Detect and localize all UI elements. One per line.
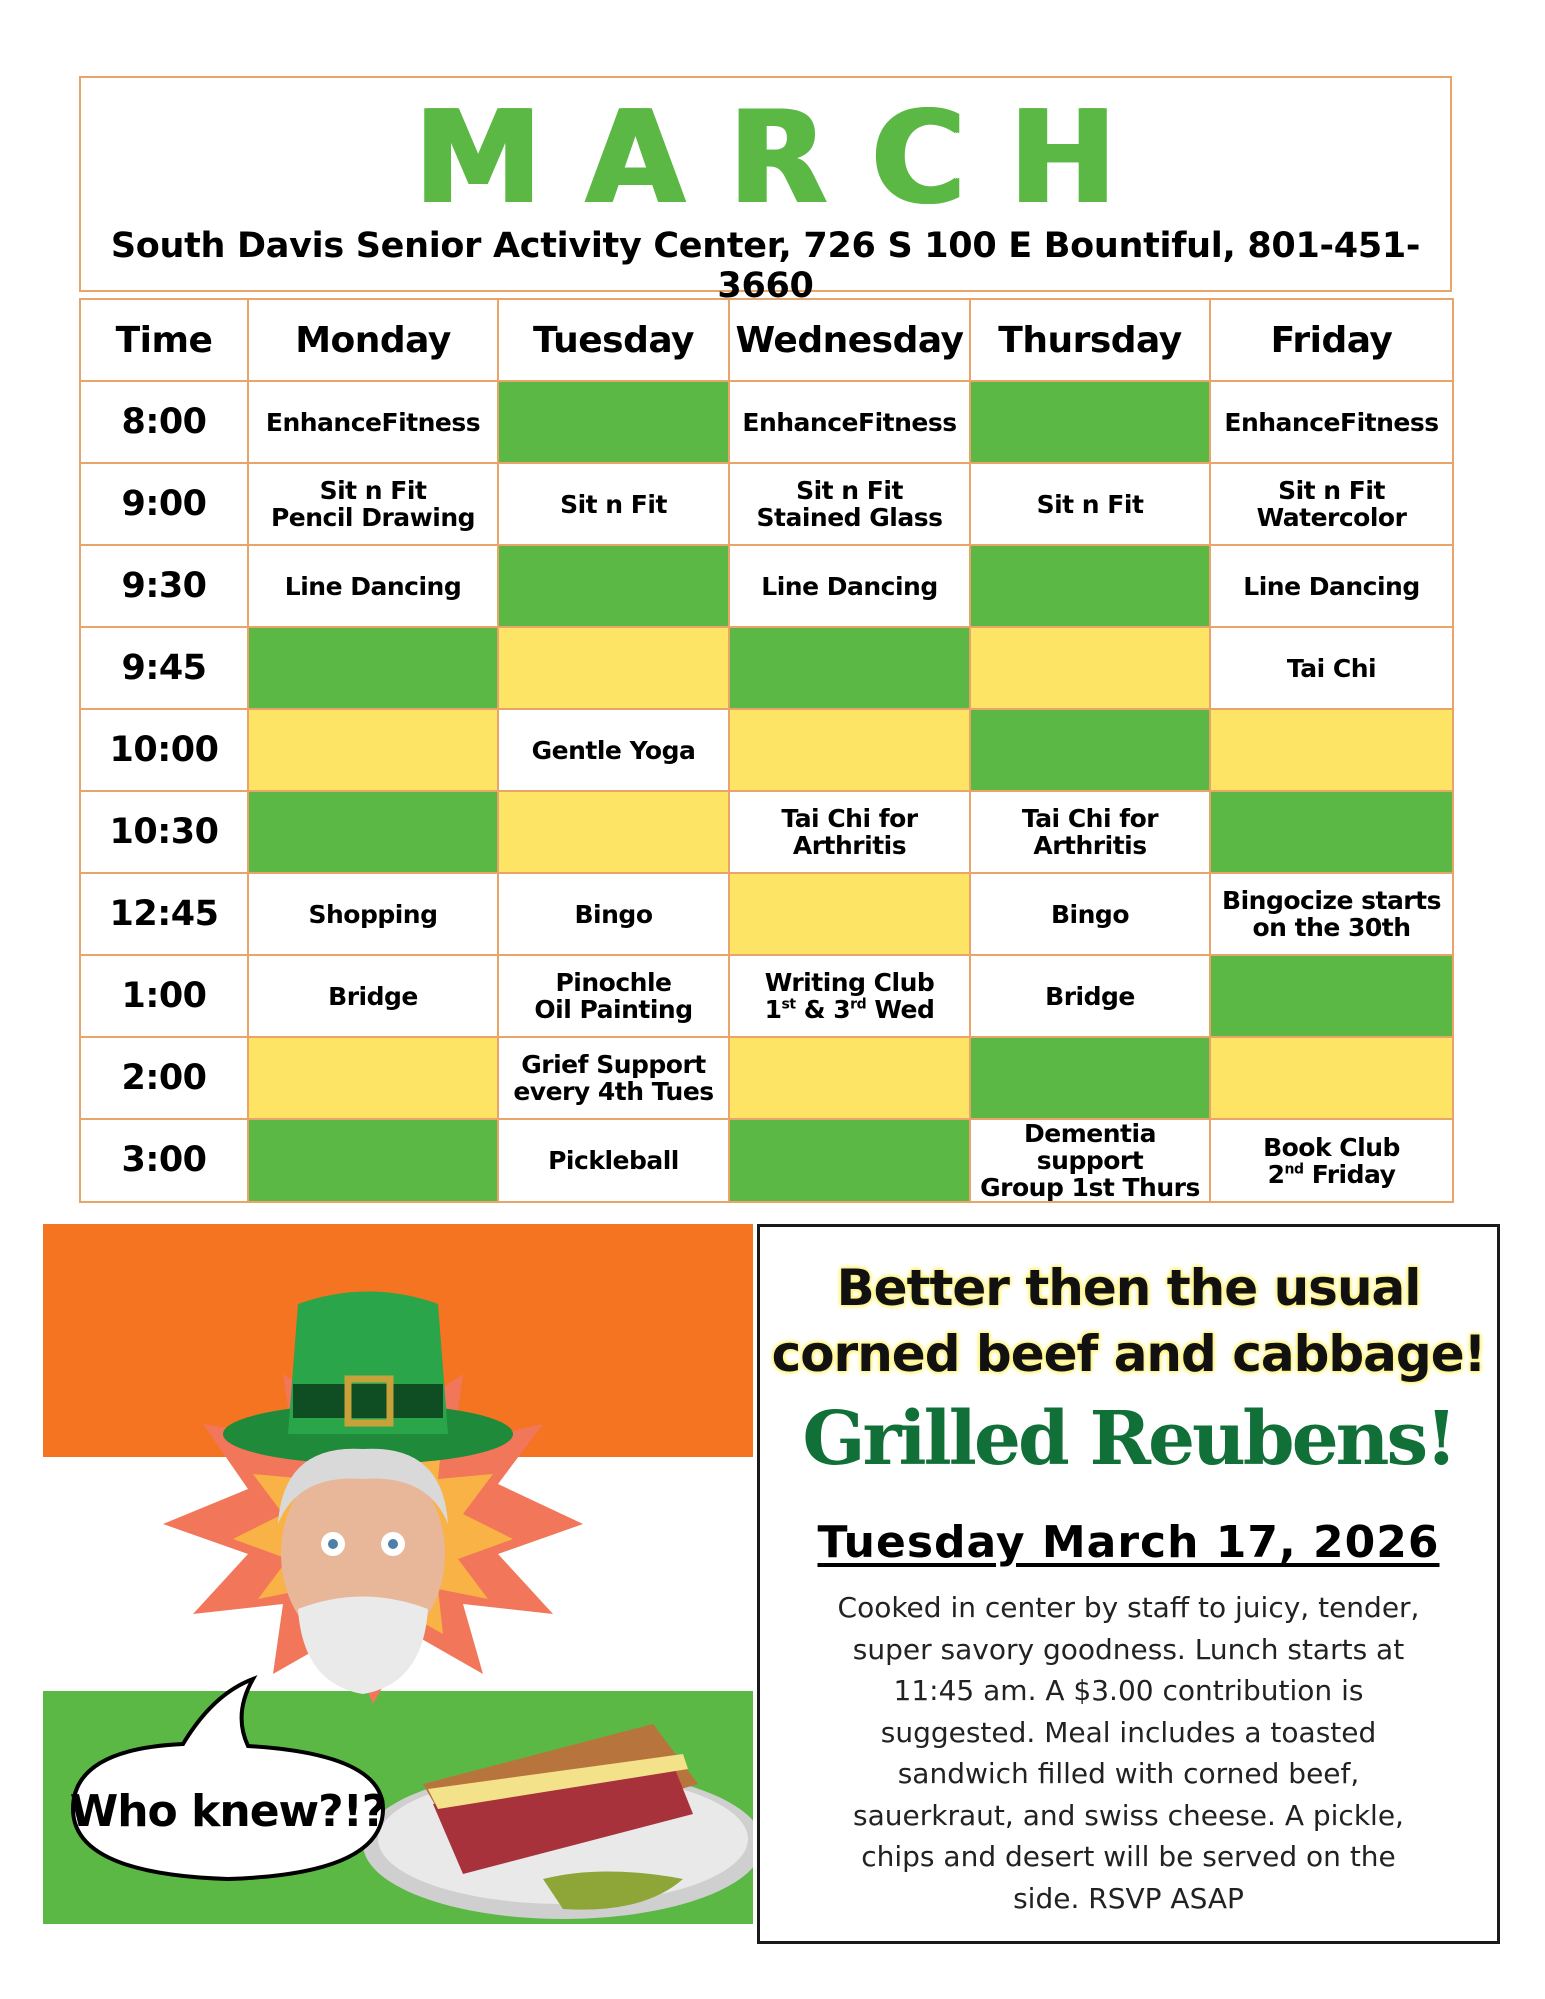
time-cell: 8:00 <box>80 381 248 463</box>
activity-line: Tai Chi for <box>781 804 918 833</box>
schedule-row <box>80 1037 1453 1119</box>
activity-text: 1 <box>764 995 782 1024</box>
activity-cell <box>1210 955 1453 1037</box>
activity-line: Arthritis <box>792 831 907 860</box>
activity-line: Bridge <box>1045 981 1135 1011</box>
activity-cell <box>970 791 1210 873</box>
schedule-row <box>80 463 1453 545</box>
activity-line: Pinochle <box>555 968 672 997</box>
activity-line: Gentle Yoga <box>531 735 696 765</box>
column-header-wednesday: Wednesday <box>729 299 970 381</box>
schedule-table <box>79 298 1454 1203</box>
activity-line: Grief Support <box>521 1050 706 1079</box>
activity-cell <box>729 627 970 709</box>
activity-cell <box>1210 791 1453 873</box>
activity-cell <box>1210 627 1453 709</box>
time-cell: 3:00 <box>80 1119 248 1202</box>
time-cell: 2:00 <box>80 1037 248 1119</box>
activity-cell <box>729 709 970 791</box>
activity-line: Shopping <box>308 899 438 929</box>
schedule-row <box>80 545 1453 627</box>
activity-cell <box>248 709 498 791</box>
activity-cell <box>498 381 729 463</box>
activity-cell <box>1210 1119 1453 1202</box>
event-date: Tuesday March 17, 2026 <box>817 1517 1440 1568</box>
activity-line: Pencil Drawing <box>270 503 476 532</box>
schedule-row <box>80 791 1453 873</box>
time-cell: 9:00 <box>80 463 248 545</box>
illustration-svg <box>43 1224 753 1924</box>
activity-cell <box>498 709 729 791</box>
activity-cell <box>498 545 729 627</box>
activity-cell <box>1210 873 1453 955</box>
activity-line: Dementia support <box>1024 1119 1156 1175</box>
ordinal-suffix: st <box>781 996 796 1013</box>
activity-line: EnhanceFitness <box>742 407 957 437</box>
time-cell: 9:30 <box>80 545 248 627</box>
time-cell: 12:45 <box>80 873 248 955</box>
activity-cell <box>498 627 729 709</box>
activity-cell <box>498 1119 729 1202</box>
activity-line: Stained Glass <box>756 503 943 532</box>
activity-cell <box>970 545 1210 627</box>
activity-cell <box>1210 1037 1453 1119</box>
schedule-header-row <box>80 299 1453 381</box>
activity-cell <box>729 955 970 1037</box>
time-cell: 10:30 <box>80 791 248 873</box>
ordinal-suffix: rd <box>850 996 867 1013</box>
activity-line: Bingo <box>574 899 653 929</box>
activity-text: Wed <box>866 995 935 1024</box>
activity-cell <box>498 791 729 873</box>
activity-line: Sit n Fit <box>796 476 903 505</box>
column-header-tuesday: Tuesday <box>498 299 729 381</box>
activity-text: & 3 <box>795 995 851 1024</box>
activity-text: 2 <box>1267 1159 1285 1189</box>
activity-line: Line Dancing <box>1243 571 1420 601</box>
activity-line: Sit n Fit <box>1036 489 1144 519</box>
activity-cell <box>248 1037 498 1119</box>
activity-cell <box>729 1037 970 1119</box>
activity-line: Sit n Fit <box>560 489 667 519</box>
activity-cell <box>729 791 970 873</box>
activity-cell <box>970 955 1210 1037</box>
activity-cell <box>498 873 729 955</box>
activity-line: EnhanceFitness <box>265 407 481 437</box>
activity-line: Watercolor <box>1256 503 1407 532</box>
activity-cell <box>1210 463 1453 545</box>
activity-cell <box>970 1119 1210 1202</box>
schedule-row <box>80 627 1453 709</box>
event-description: Cooked in center by staff to juicy, tender, super savory goodness. Lunch starts at 11:45 am. A $3.00 contribution is suggested. Meal includes a toasted sandwich filled with corned beef, sauerkraut, and swiss cheese. A pickle, chips and desert will be served on the side. RSVP ASAP <box>837 1591 1420 1915</box>
event-title: Grilled Reubens! <box>802 1396 1455 1482</box>
activity-cell <box>729 873 970 955</box>
activity-line: Group 1st Thurs <box>980 1173 1200 1202</box>
speech-bubble-text: Who knew?!? <box>69 1786 387 1837</box>
center-info: South Davis Senior Activity Center, 726 S 100 E Bountiful, 801-451-3660 <box>110 226 1421 306</box>
activity-line: Line Dancing <box>761 571 938 601</box>
column-header-time: Time <box>80 299 248 381</box>
activity-line: Pickleball <box>548 1146 679 1175</box>
tagline-line-1: Better then the usual <box>836 1259 1421 1317</box>
activity-cell <box>248 791 498 873</box>
column-header-thursday: Thursday <box>970 299 1210 381</box>
month-title: MARCH <box>414 84 1161 233</box>
activity-cell <box>729 1119 970 1202</box>
activity-line: Line Dancing <box>284 571 462 601</box>
activity-line: Sit n Fit <box>319 476 427 505</box>
activity-cell <box>248 1119 498 1202</box>
activity-line <box>1215 1161 1448 1188</box>
activity-cell <box>970 381 1210 463</box>
event-box <box>757 1224 1500 1944</box>
schedule-row <box>80 955 1453 1037</box>
activity-line: every 4th Tues <box>513 1077 714 1106</box>
schedule-row <box>80 381 1453 463</box>
activity-cell <box>498 1037 729 1119</box>
activity-line: Sit n Fit <box>1278 476 1385 505</box>
time-cell: 1:00 <box>80 955 248 1037</box>
activity-cell <box>498 463 729 545</box>
tagline-line-2: corned beef and cabbage! <box>771 1325 1486 1383</box>
schedule-row <box>80 873 1453 955</box>
header-box <box>79 76 1452 306</box>
activity-line: Bingocize starts <box>1222 886 1441 915</box>
time-cell: 9:45 <box>80 627 248 709</box>
schedule-row <box>80 709 1453 791</box>
activity-line: on the 30th <box>1252 913 1411 942</box>
activity-line: Arthritis <box>1033 831 1147 860</box>
activity-cell <box>498 955 729 1037</box>
activity-cell <box>970 463 1210 545</box>
activity-cell <box>1210 381 1453 463</box>
column-header-friday: Friday <box>1210 299 1453 381</box>
activity-line: Tai Chi for <box>1021 804 1159 833</box>
leprechaun-illustration <box>43 1224 753 1924</box>
activity-cell <box>1210 709 1453 791</box>
activity-cell <box>970 1037 1210 1119</box>
time-cell: 10:00 <box>80 709 248 791</box>
activity-text: Friday <box>1303 1159 1396 1189</box>
activity-cell <box>248 955 498 1037</box>
activity-cell <box>248 873 498 955</box>
activity-cell <box>248 463 498 545</box>
event-tagline <box>760 1255 1497 1387</box>
activity-line: Tai Chi <box>1286 653 1377 683</box>
activity-line: Book Club <box>1263 1132 1400 1162</box>
activity-line: Writing Club <box>764 968 935 997</box>
activity-cell <box>1210 545 1453 627</box>
activity-line: Bridge <box>328 981 418 1011</box>
activity-cell <box>248 381 498 463</box>
activity-cell <box>729 381 970 463</box>
activity-cell <box>970 873 1210 955</box>
activity-cell <box>248 545 498 627</box>
activity-line: EnhanceFitness <box>1224 407 1439 437</box>
activity-cell <box>248 627 498 709</box>
schedule-row <box>80 1119 1453 1202</box>
activity-cell <box>729 545 970 627</box>
activity-cell <box>729 463 970 545</box>
activity-line: Bingo <box>1051 899 1129 929</box>
activity-cell <box>970 627 1210 709</box>
activity-line <box>734 996 965 1023</box>
column-header-monday: Monday <box>248 299 498 381</box>
ordinal-suffix: nd <box>1284 1161 1304 1178</box>
schedule-body <box>80 381 1453 1202</box>
activity-line: Oil Painting <box>534 995 693 1024</box>
activity-cell <box>970 709 1210 791</box>
